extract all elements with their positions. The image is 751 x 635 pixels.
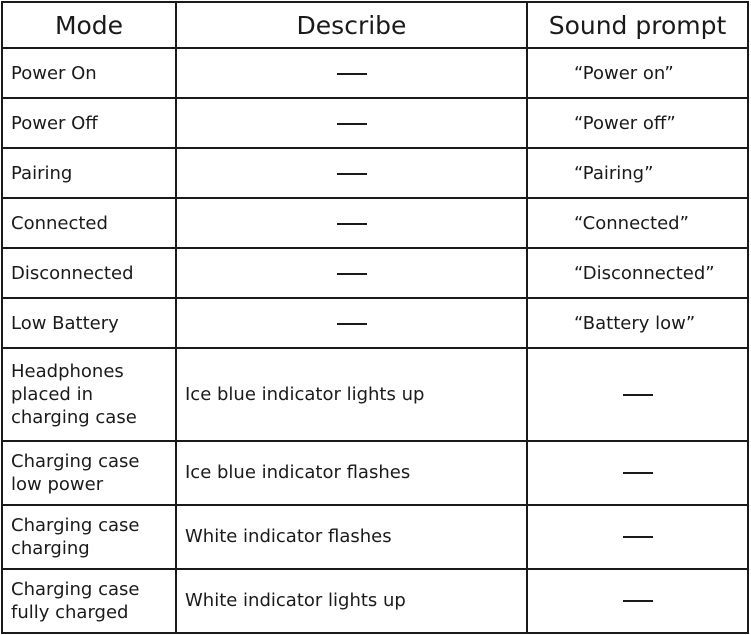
mode-cell: Power Off [2,98,176,148]
mode-cell: Disconnected [2,248,176,298]
dash-mark [623,536,653,538]
describe-cell-empty [176,98,527,148]
header-mode: Mode [2,2,176,48]
table-row [2,48,748,98]
table-row [2,148,748,198]
table-row [2,441,748,505]
table-row [2,98,748,148]
table-row [2,569,748,633]
describe-cell: White indicator lights up [176,569,527,633]
mode-cell: Headphones placed in charging case [2,348,176,440]
sound-prompt-cell-empty [527,569,748,633]
dash-mark [337,273,367,275]
sound-prompt-cell-empty [527,441,748,505]
sound-prompt-cell: “Connected” [527,198,748,248]
describe-cell-empty [176,148,527,198]
header-sound-prompt: Sound prompt [527,2,748,48]
mode-cell: Charging case low power [2,441,176,505]
sound-prompt-cell: “Power on” [527,48,748,98]
dash-mark [337,173,367,175]
mode-cell: Pairing [2,148,176,198]
dash-mark [623,600,653,602]
describe-cell-empty [176,48,527,98]
dash-mark [623,394,653,396]
describe-cell-empty [176,298,527,348]
dash-mark [337,223,367,225]
describe-cell-empty [176,198,527,248]
sound-prompt-cell: “Power off” [527,98,748,148]
sound-prompt-cell: “Disconnected” [527,248,748,298]
describe-cell: Ice blue indicator lights up [176,348,527,440]
describe-cell: White indicator flashes [176,505,527,569]
dash-mark [337,323,367,325]
sound-prompt-cell-empty [527,348,748,440]
sound-prompt-cell: “Pairing” [527,148,748,198]
sound-prompt-cell: “Battery low” [527,298,748,348]
dash-mark [623,472,653,474]
mode-cell: Power On [2,48,176,98]
mode-cell: Low Battery [2,298,176,348]
mode-cell: Charging case charging [2,505,176,569]
table-body [2,48,748,633]
table-row [2,198,748,248]
table-row [2,248,748,298]
table-row [2,348,748,440]
header-describe: Describe [176,2,527,48]
describe-cell-empty [176,248,527,298]
sound-prompt-cell-empty [527,505,748,569]
mode-table [1,1,749,634]
mode-cell: Charging case fully charged [2,569,176,633]
table-row [2,298,748,348]
header-row [2,2,748,48]
mode-cell: Connected [2,198,176,248]
dash-mark [337,123,367,125]
describe-cell: Ice blue indicator flashes [176,441,527,505]
table-row [2,505,748,569]
dash-mark [337,73,367,75]
